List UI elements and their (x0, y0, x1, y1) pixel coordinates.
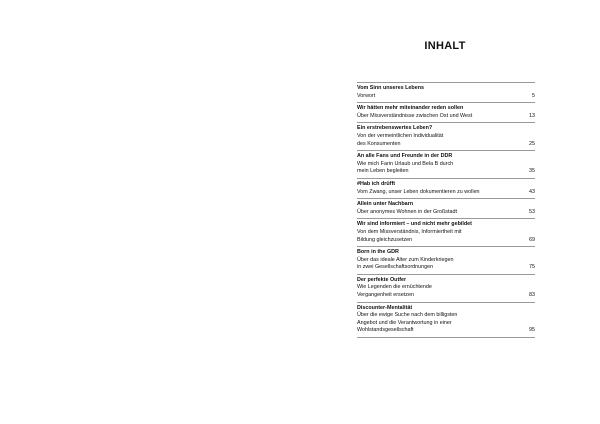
toc-entry (357, 219, 535, 247)
toc-entry-subtitle-line: mein Leben begleiten (357, 168, 409, 175)
toc-page-number: 13 (529, 112, 535, 119)
page-title: INHALT (424, 40, 466, 52)
toc-entry (357, 199, 535, 219)
toc-entry-title: Ein erstrebenswertes Leben? (357, 125, 433, 132)
toc-entry (357, 179, 535, 199)
toc-entry-subtitle (357, 229, 462, 244)
toc-entry-title: Discounter-Mentalität (357, 304, 413, 311)
toc-entry-title: Wir hätten mehr miteinander reden sollen (357, 105, 464, 112)
toc-entry (357, 151, 535, 179)
toc-entry (357, 247, 535, 275)
toc-entry-subtitle (357, 312, 457, 335)
toc-entry-subtitle (357, 113, 472, 121)
toc-entry (357, 82, 535, 103)
toc-entry-subtitle-line: Wie mich Farin Urlaub und Bela B durch (357, 160, 454, 167)
toc-entry-subtitle-line: Vorwort (357, 92, 376, 99)
toc-entry-subtitle-line: Angebot und die Verantwortung in einer (357, 319, 452, 326)
toc-page-number: 5 (532, 92, 535, 99)
toc-entry-title: Vom Sinn unseres Lebens (357, 85, 425, 91)
toc-entry-subtitle (357, 93, 375, 101)
toc-entry-subtitle (357, 161, 453, 176)
toc-entry-subtitle-line: Über anonymes Wohnen in der Großstadt (357, 208, 457, 215)
toc-entry-subtitle-line: in zwei Gesellschaftsordnungen (357, 264, 434, 271)
toc-entry (357, 123, 535, 151)
toc-entry-subtitle (357, 133, 443, 148)
toc-page-number: 43 (529, 188, 535, 195)
toc-entry-title: #Hab ich drüfft (357, 180, 396, 187)
toc-entry-subtitle (357, 284, 432, 299)
toc-entry-subtitle-line: des Konsumenten (357, 140, 401, 147)
toc-entry (357, 103, 535, 123)
toc-entry-subtitle (357, 189, 480, 197)
toc-entry-title: Wir sind informiert – und nicht mehr gebildet (357, 221, 472, 228)
toc-entry-subtitle-line: Über die ewige Suche nach dem billigsten (357, 312, 458, 319)
toc-page-number: 83 (529, 292, 535, 299)
toc-page-number: 25 (529, 140, 535, 147)
toc-page-number: 95 (529, 327, 535, 334)
toc-entry-title: Born in the GDR (357, 249, 399, 256)
toc-page-number: 35 (529, 168, 535, 175)
toc-entry-subtitle-line: Vom Zwang, unser Leben dokumentieren zu wollen (357, 188, 480, 195)
toc-page-number: 69 (529, 236, 535, 243)
table-of-contents (357, 82, 535, 338)
toc-entry-subtitle-line: Wohlstandsgesellschaft (357, 327, 414, 334)
toc-entry-subtitle-line: Vergangenheit ersetzen (357, 292, 414, 299)
toc-entry-title: Der perfekte Outfer (357, 276, 407, 283)
toc-entry (357, 303, 535, 338)
toc-entry-subtitle-line: Wie Legenden die ernüchtende (357, 284, 432, 291)
toc-entry-subtitle-line: Von der vermeintlichen Individualität (357, 132, 444, 139)
toc-entry-subtitle-line: Über Missverständnisse zwischen Ost und West (357, 112, 473, 119)
toc-page-number: 75 (529, 264, 535, 271)
toc-entry (357, 275, 535, 303)
toc-entry-subtitle-line: Von dem Missverständnis, Informiertheit mit (357, 228, 462, 235)
toc-page-number: 53 (529, 208, 535, 215)
toc-entry-subtitle-line: Über das ideale Alter zum Kinderkriegen (357, 256, 454, 263)
toc-entry-subtitle (357, 257, 453, 272)
toc-entry-subtitle (357, 209, 457, 217)
toc-entry-subtitle-line: Bildung gleichzusetzen (357, 236, 413, 243)
toc-entry-title: Allein unter Nachbarn (357, 201, 414, 208)
toc-entry-title: An alle Fans und Freunde in der DDR (357, 153, 453, 160)
